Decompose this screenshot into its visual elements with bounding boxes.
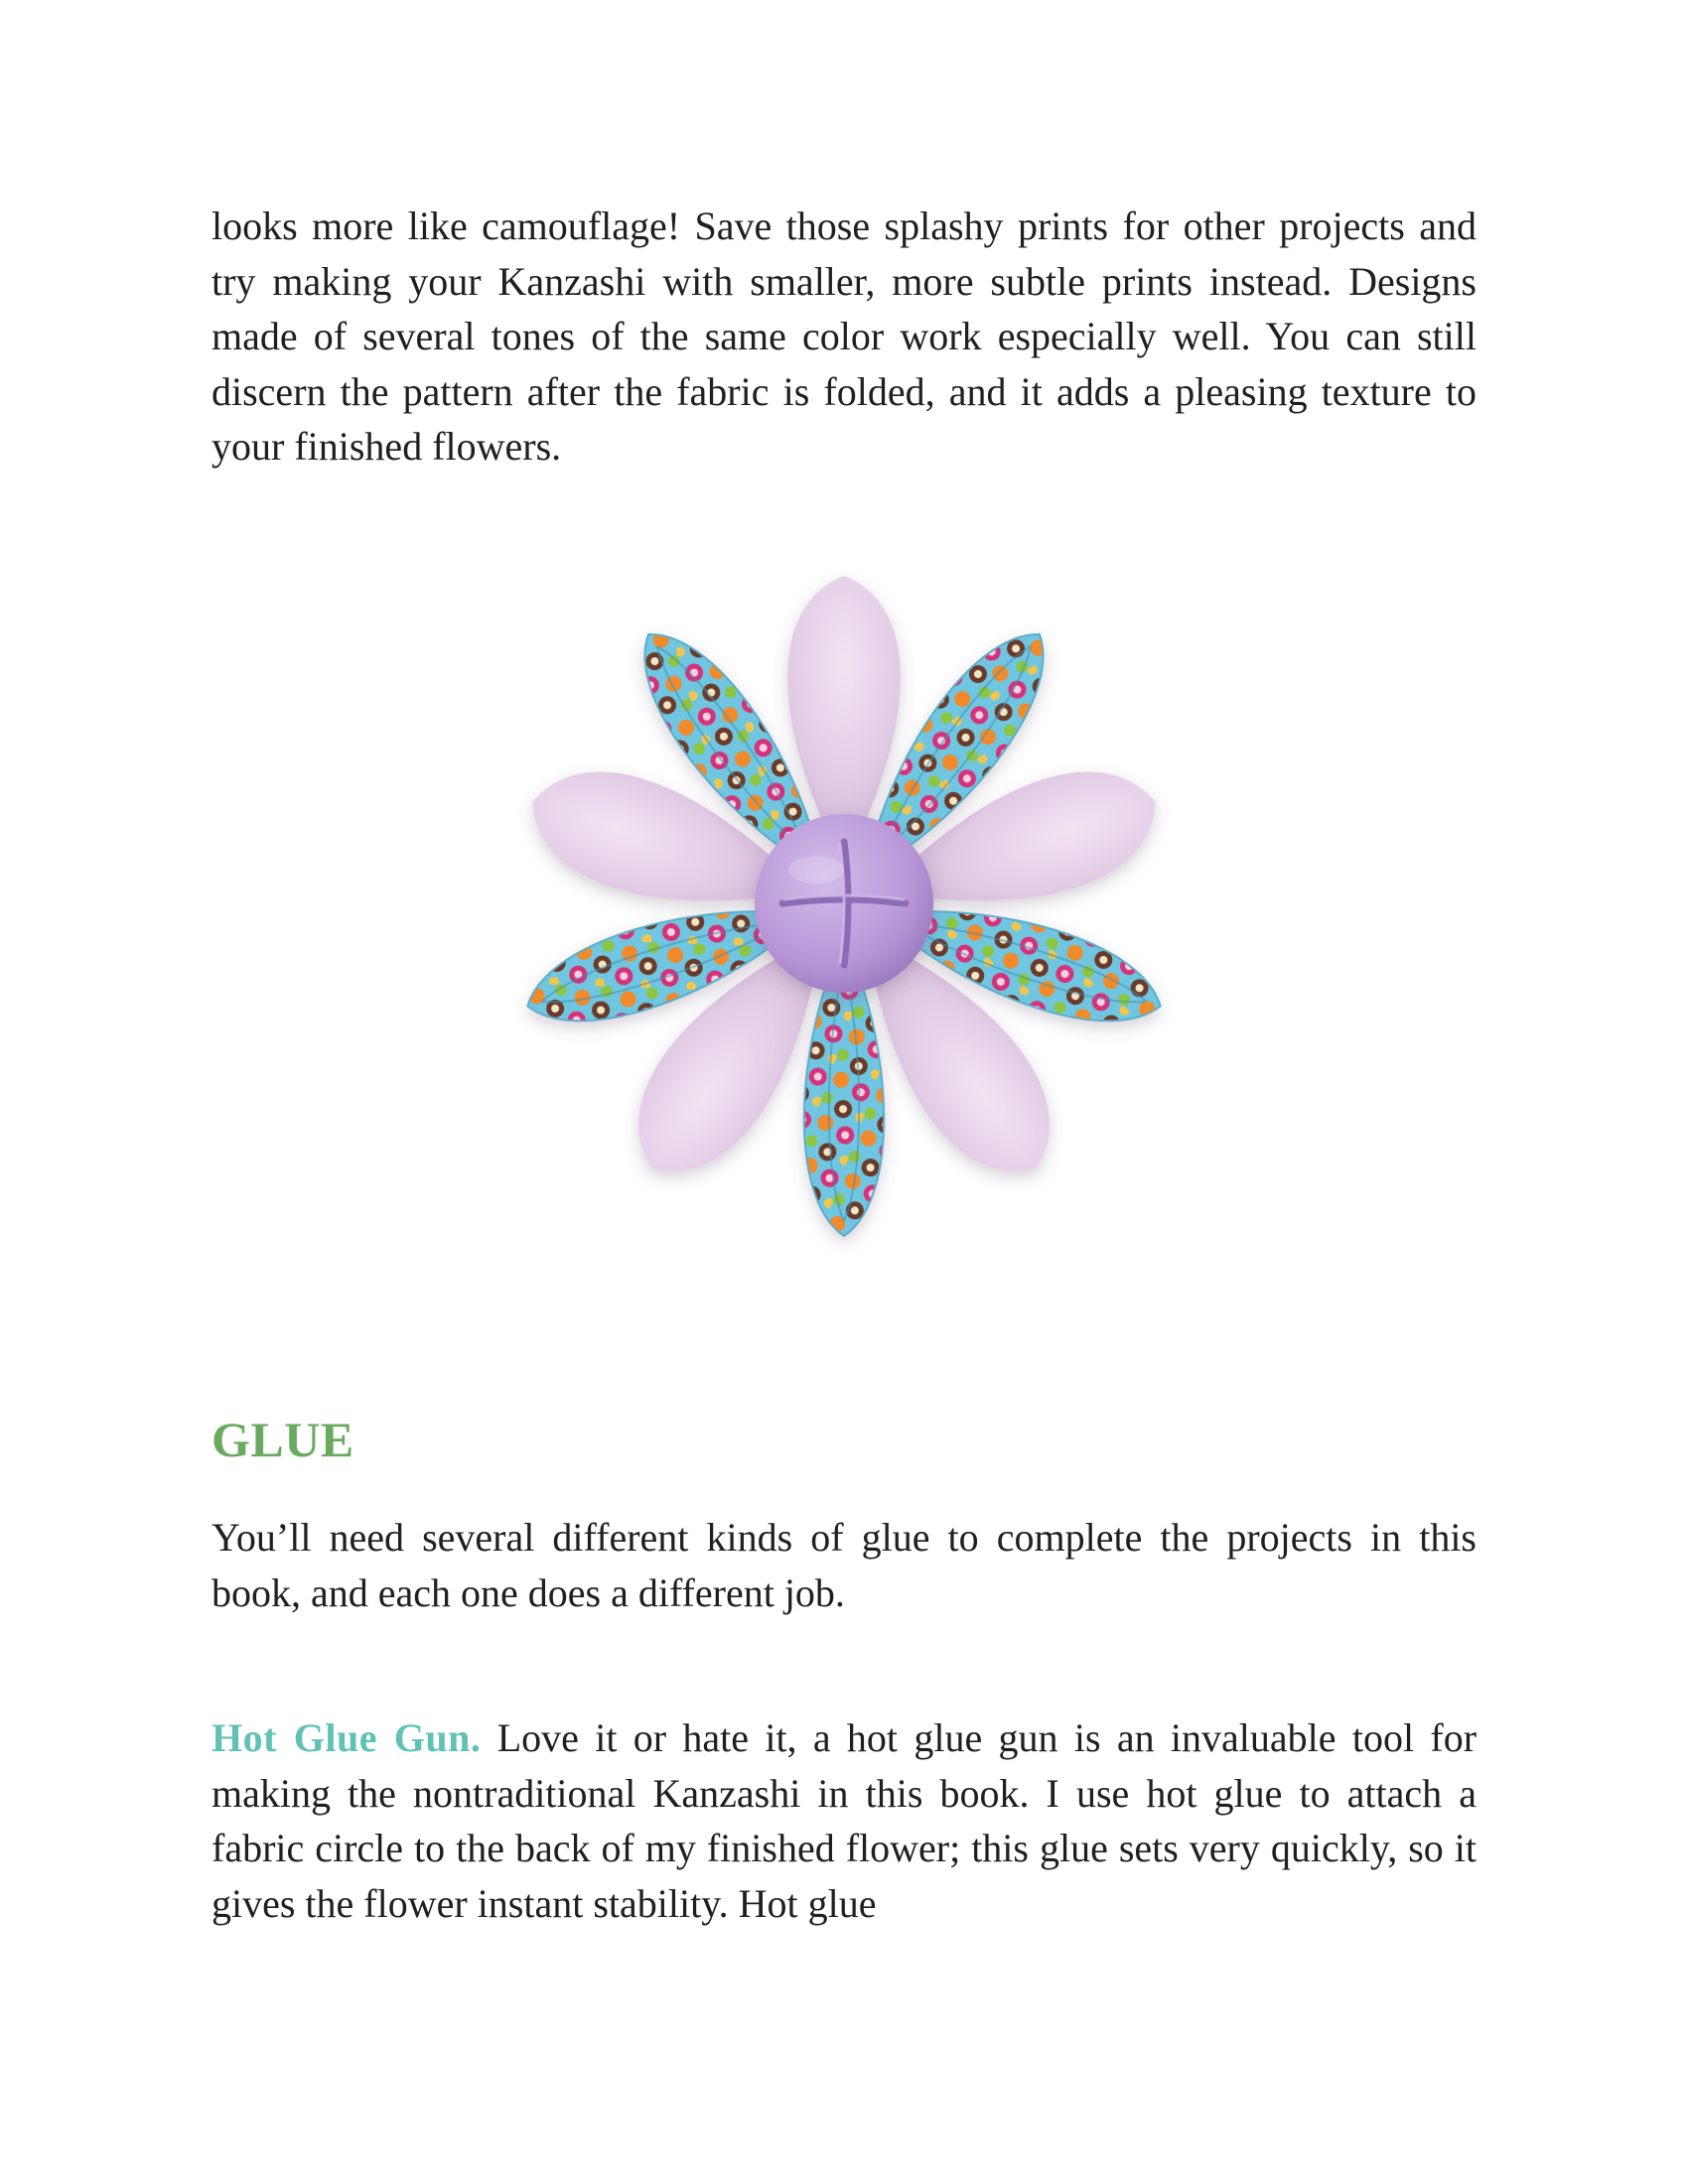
run-in-heading-hot-glue-gun: Hot Glue Gun.	[211, 1715, 482, 1760]
body-paragraph-glue: You’ll need several different kinds of glue to complete the projects in this book, and each one does a different job.	[211, 1515, 1477, 1615]
center-button	[755, 814, 933, 993]
patterned-petal	[804, 973, 884, 1236]
section-heading-glue: GLUE	[211, 1412, 354, 1467]
kanzashi-flower-photo	[457, 506, 1231, 1300]
lilac-petal	[787, 576, 901, 829]
body-paragraph-hot-glue	[211, 1710, 1477, 1931]
hot-glue-body-text: Love it or hate it, a hot glue gun is an invaluable tool for making the nontraditional Kanzashi in this book. I use hot glue to attach a fabric circle to the back of my finished flower; this glue sets very quickly, so it gives the flower instant stability. Hot glue	[211, 1715, 1477, 1926]
body-paragraph-intro: looks more like camouflage! Save those splashy prints for other projects and try making your Kanzashi with smaller, more subtle prints instead. Designs made of several tones of the same color work especially well. You can still discern the pattern after the fabric is folded, and it adds a pleasing texture to your finished flowers.	[211, 204, 1477, 469]
flower-illustration	[457, 506, 1231, 1300]
